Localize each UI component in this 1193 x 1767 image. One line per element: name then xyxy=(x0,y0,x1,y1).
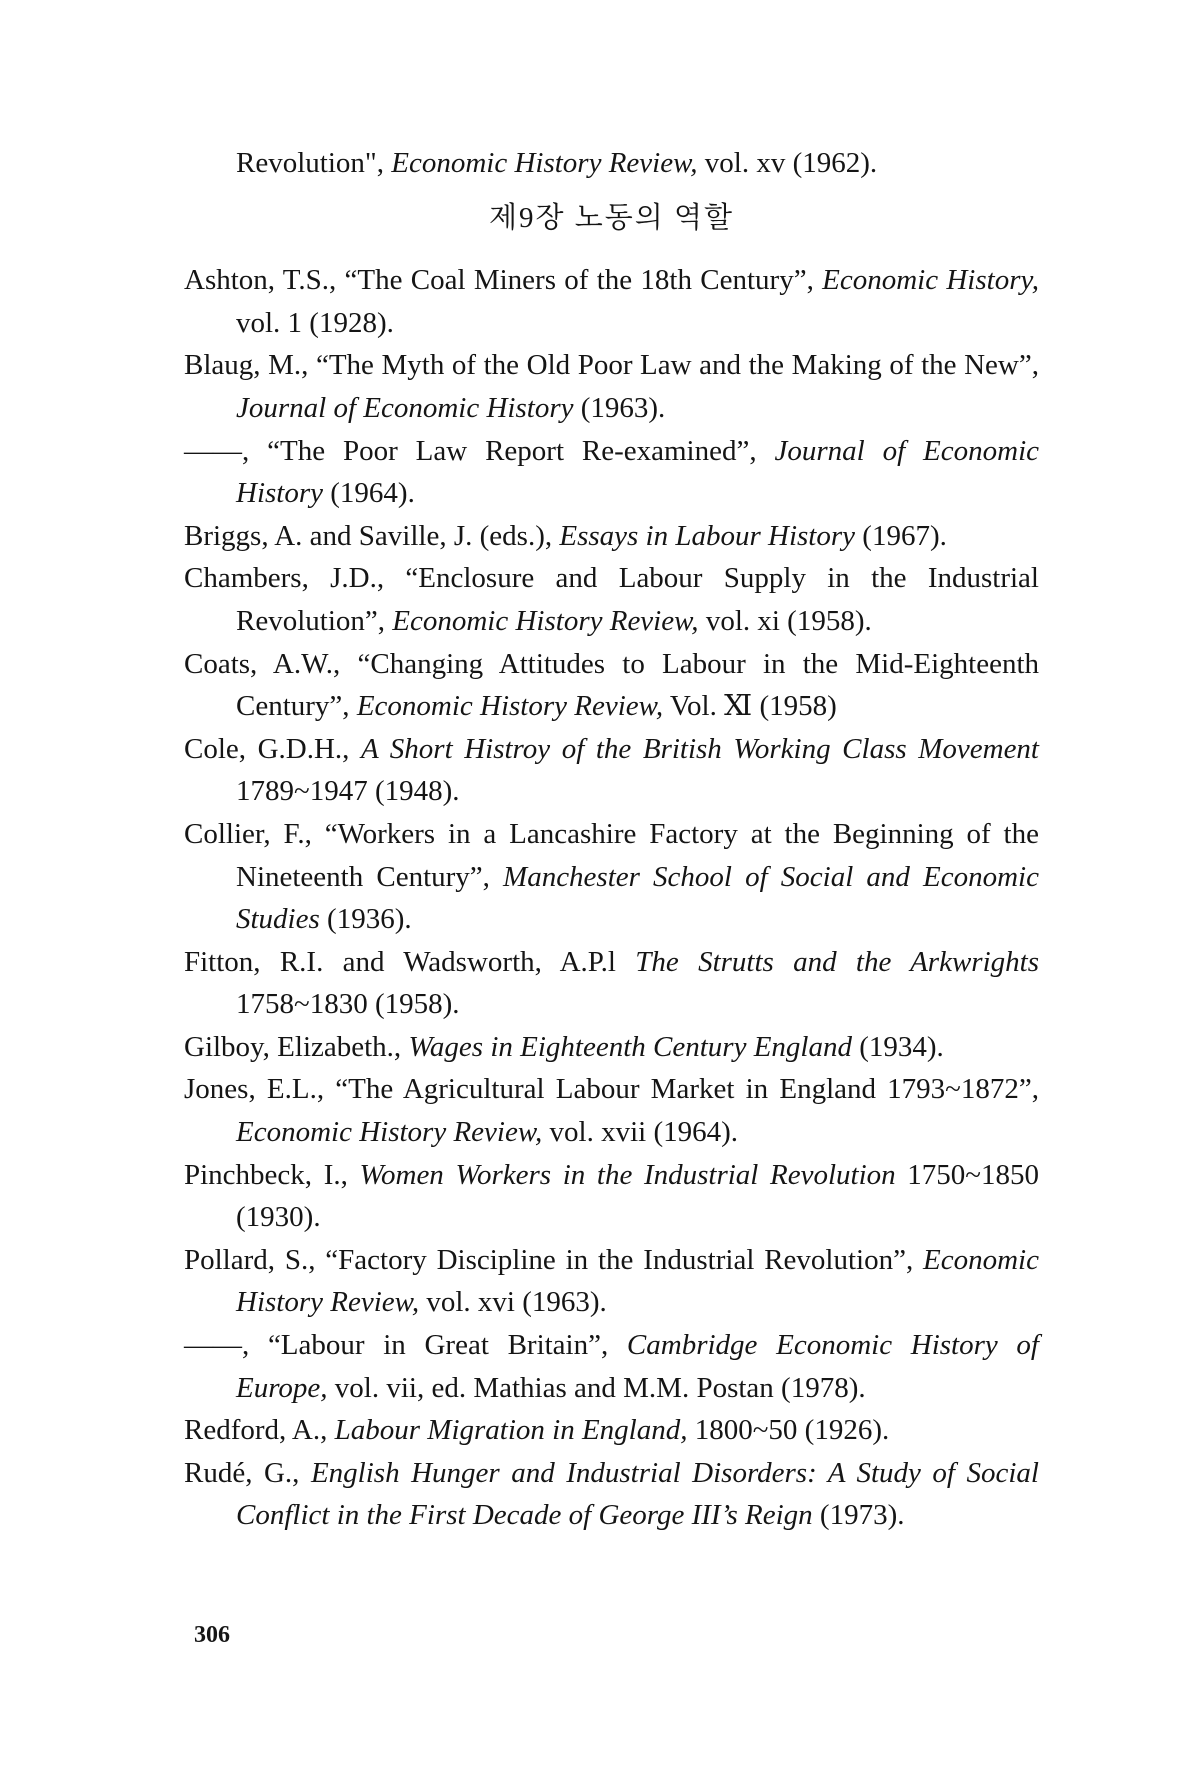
entry-details: 1750~1850 (1930). xyxy=(236,1158,1039,1234)
entry-article-title: “The Coal Miners of the 18th Century”, xyxy=(344,264,823,297)
entry-details: (1934). xyxy=(851,1030,944,1063)
entry-details: Vol. Ⅺ (1958) xyxy=(663,690,837,723)
entry-details: vol. vii, ed. Mathias and M.M. Postan (1978). xyxy=(327,1371,866,1404)
bibliography-block xyxy=(184,142,1039,1537)
entry-publication: Journal of Economic History xyxy=(236,391,574,424)
entry-author: Cole, G.D.H., xyxy=(184,732,362,765)
continuation-tail: vol. xv (1962). xyxy=(697,147,878,179)
chapter-heading: 제9장 노동의 역할 xyxy=(488,201,735,234)
bibliography-entry xyxy=(184,1068,1039,1153)
entry-publication: Labour Migration in England, xyxy=(334,1414,688,1447)
bibliography-entry xyxy=(184,1026,1039,1069)
bibliography-list xyxy=(184,259,1039,1537)
bibliography-entry xyxy=(184,1324,1039,1409)
entry-details: (1973). xyxy=(812,1499,905,1532)
continuation-text: Revolution", xyxy=(236,147,392,179)
entry-article-title: “Factory Discipline in the Industrial Revolution”, xyxy=(325,1243,924,1276)
entry-details: (1967). xyxy=(855,519,947,552)
entry-author: ——, xyxy=(184,434,268,467)
bibliography-entry xyxy=(184,1239,1039,1324)
entry-author: Briggs, A. and Saville, J. (eds.), xyxy=(184,519,560,552)
entry-details: vol. xvi (1963). xyxy=(419,1286,607,1319)
bibliography-entry xyxy=(184,344,1039,429)
entry-details: (1964). xyxy=(323,477,415,510)
entry-author: Coats, A.W., xyxy=(184,647,358,680)
entry-author: Redford, A., xyxy=(184,1414,335,1447)
entry-article-title: “Labour in Great Britain”, xyxy=(267,1329,627,1362)
page-number: 306 xyxy=(194,1622,230,1648)
entry-author: Jones, E.L., xyxy=(184,1073,336,1106)
entry-author: Rudé, G., xyxy=(184,1456,311,1489)
bibliography-entry xyxy=(184,1409,1039,1452)
entry-article-title: “Changing Attitudes to Labour in the Mid-Eighteenth Century”, xyxy=(236,647,1039,723)
bibliography-entry xyxy=(184,557,1039,642)
entry-details: vol. 1 (1928). xyxy=(236,306,394,339)
entry-article-title: “Workers in a Lancashire Factory at the Beginning of the Nineteenth Century”, xyxy=(236,817,1039,893)
entry-publication: Manchester School of Social and Economic Studies xyxy=(236,860,1039,936)
entry-author: Blaug, M., xyxy=(184,349,316,382)
bibliography-entry xyxy=(184,941,1039,1026)
entry-author: Fitton, R.I. and Wadsworth, A.P. xyxy=(184,945,608,978)
entry-article-title: “Enclosure and Labour Supply in the Industrial Revolution”, xyxy=(236,562,1039,637)
bibliography-entry xyxy=(184,813,1039,941)
continuation-journal: Economic History Review, xyxy=(391,147,698,179)
entry-author: Pollard, S., xyxy=(184,1243,326,1276)
bibliography-entry xyxy=(184,643,1039,728)
entry-publication: Economic History Review, xyxy=(392,604,699,637)
entry-details: 1789~1947 (1948). xyxy=(236,775,460,808)
entry-publication: Economic History Review, xyxy=(356,690,664,723)
bibliography-entry xyxy=(184,1452,1039,1537)
entry-author: Gilboy, Elizabeth., xyxy=(184,1030,409,1063)
entry-publication: Economic History Review, xyxy=(236,1243,1039,1319)
entry-publication: English Hunger and Industrial Disorders: A Study of Social Conflict in the First Decade of George III’s Reign xyxy=(236,1456,1039,1532)
entry-author: Ashton, T.S., xyxy=(184,264,345,297)
continuation-line xyxy=(184,142,1039,185)
entry-details: (1936). xyxy=(319,903,412,936)
entry-publication: The Strutts and the Arkwrights xyxy=(635,945,1039,978)
entry-details: 1800~50 (1926). xyxy=(687,1414,890,1447)
entry-article-title: “The Myth of the Old Poor Law and the Making of the New”, xyxy=(315,349,1039,382)
entry-publication: A Short Histroy of the British Working Class Movement xyxy=(361,732,1039,765)
entry-author: ——, xyxy=(184,1329,268,1362)
entry-publication: Economic History, xyxy=(822,264,1040,297)
entry-publication: Cambridge Economic History of Europe, xyxy=(236,1329,1039,1404)
entry-article-title: “The Poor Law Report Re-examined”, xyxy=(267,434,775,467)
bibliography-entry xyxy=(184,1154,1039,1239)
entry-details: 1758~1830 (1958). xyxy=(236,988,460,1021)
entry-author: Collier, F., xyxy=(184,817,325,850)
entry-publication: Essays in Labour History xyxy=(559,519,856,552)
entry-details: vol. xi (1958). xyxy=(698,604,872,637)
entry-publication: Wages in Eighteenth Century England xyxy=(408,1030,852,1063)
bibliography-entry xyxy=(184,515,1039,558)
bibliography-entry xyxy=(184,728,1039,813)
bibliography-entry xyxy=(184,259,1039,344)
entry-author: Chambers, J.D., xyxy=(184,562,406,595)
entry-publication: Women Workers in the Industrial Revolution xyxy=(359,1158,896,1191)
entry-publication: Economic History Review, xyxy=(236,1116,543,1149)
entry-publication: Journal of Economic History xyxy=(236,434,1039,510)
entry-author: Pinchbeck, I., xyxy=(184,1158,360,1191)
entry-article-title: l xyxy=(607,945,636,978)
entry-details: vol. xvii (1964). xyxy=(542,1116,739,1149)
entry-details: (1963). xyxy=(573,391,666,424)
bibliography-entry xyxy=(184,430,1039,515)
entry-article-title: “The Agricultural Labour Market in England 1793~1872”, xyxy=(335,1073,1039,1106)
